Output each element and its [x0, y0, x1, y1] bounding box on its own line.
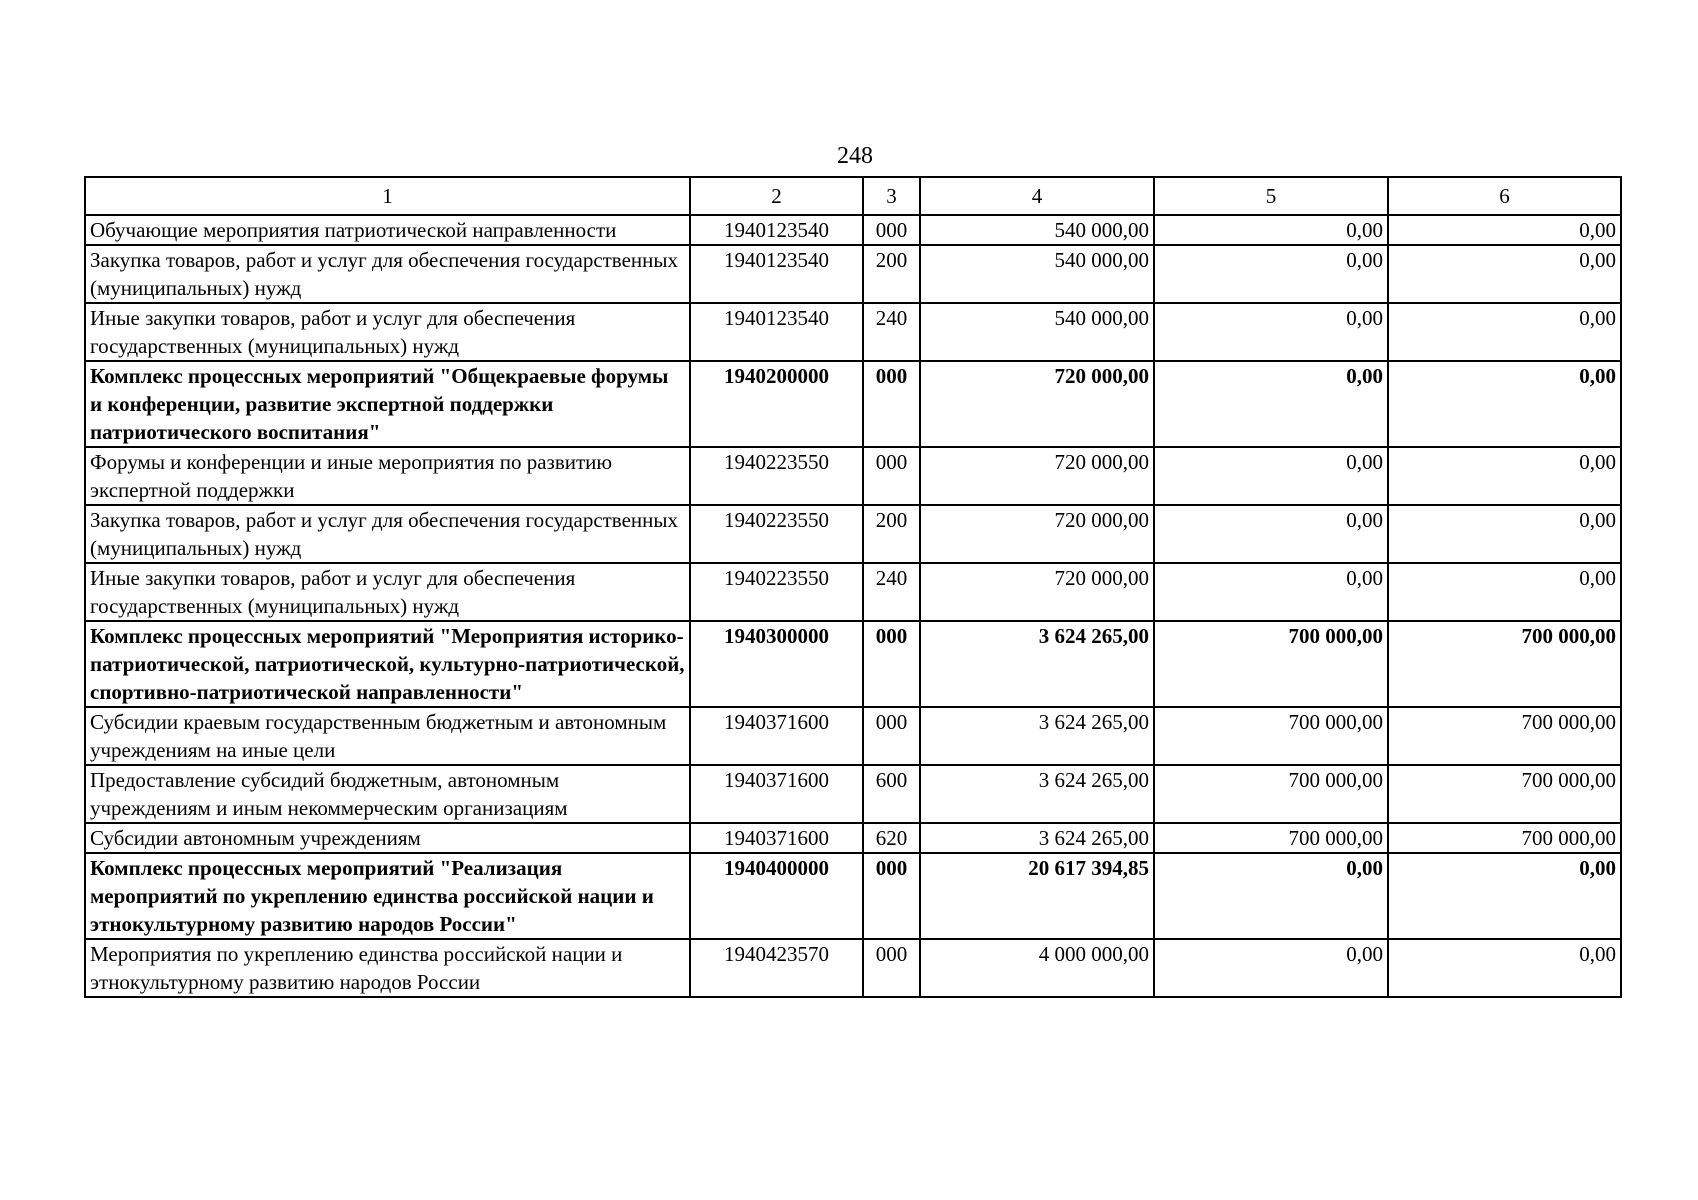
row-amount-col-6: 700 000,00: [1388, 707, 1621, 765]
row-amount-col-4: 540 000,00: [920, 215, 1154, 245]
row-amount-col-6: 0,00: [1388, 361, 1621, 447]
table-row: [85, 823, 1621, 853]
row-target-code: 1940371600: [690, 823, 863, 853]
row-amount-col-5: 0,00: [1154, 303, 1388, 361]
row-amount-col-6: 0,00: [1388, 215, 1621, 245]
table-row: [85, 303, 1621, 361]
row-target-code: 1940223550: [690, 447, 863, 505]
table-row: [85, 245, 1621, 303]
table-row: [85, 621, 1621, 707]
row-name: Форумы и конференции и иные мероприятия по развитию экспертной поддержки: [85, 447, 690, 505]
row-name: Комплекс процессных мероприятий "Реализация мероприятий по укреплению единства российской нации и этнокультурному развитию народов России": [85, 853, 690, 939]
row-expense-type: 000: [863, 361, 920, 447]
row-amount-col-5: 0,00: [1154, 505, 1388, 563]
row-target-code: 1940423570: [690, 939, 863, 997]
row-amount-col-4: 3 624 265,00: [920, 707, 1154, 765]
row-name: Мероприятия по укреплению единства российской нации и этнокультурному развитию народов России: [85, 939, 690, 997]
page-number: 248: [837, 143, 873, 169]
row-expense-type: 200: [863, 505, 920, 563]
row-name: Субсидии краевым государственным бюджетным и автономным учреждениям на иные цели: [85, 707, 690, 765]
row-amount-col-6: 0,00: [1388, 303, 1621, 361]
row-amount-col-6: 0,00: [1388, 245, 1621, 303]
header-col-6: 6: [1388, 177, 1621, 215]
table-row: [85, 853, 1621, 939]
table-row: [85, 563, 1621, 621]
row-expense-type: 600: [863, 765, 920, 823]
budget-table: [84, 176, 1622, 998]
row-expense-type: 200: [863, 245, 920, 303]
row-name: Закупка товаров, работ и услуг для обеспечения государственных (муниципальных) нужд: [85, 245, 690, 303]
row-target-code: 1940123540: [690, 303, 863, 361]
row-amount-col-5: 700 000,00: [1154, 765, 1388, 823]
table-row: [85, 505, 1621, 563]
row-amount-col-5: 0,00: [1154, 215, 1388, 245]
row-amount-col-5: 700 000,00: [1154, 707, 1388, 765]
row-amount-col-6: 0,00: [1388, 563, 1621, 621]
row-amount-col-4: 540 000,00: [920, 303, 1154, 361]
table-row: [85, 361, 1621, 447]
row-amount-col-6: 700 000,00: [1388, 621, 1621, 707]
row-amount-col-5: 700 000,00: [1154, 823, 1388, 853]
row-target-code: 1940371600: [690, 765, 863, 823]
row-target-code: 1940200000: [690, 361, 863, 447]
row-expense-type: 000: [863, 621, 920, 707]
table-row: [85, 765, 1621, 823]
row-amount-col-4: 720 000,00: [920, 361, 1154, 447]
row-expense-type: 240: [863, 303, 920, 361]
table-row: [85, 939, 1621, 997]
table-row: [85, 447, 1621, 505]
header-row: [85, 177, 1621, 215]
row-amount-col-5: 0,00: [1154, 245, 1388, 303]
row-amount-col-4: 20 617 394,85: [920, 853, 1154, 939]
row-amount-col-5: 0,00: [1154, 563, 1388, 621]
row-expense-type: 000: [863, 853, 920, 939]
row-target-code: 1940223550: [690, 505, 863, 563]
row-amount-col-5: 0,00: [1154, 447, 1388, 505]
row-amount-col-5: 0,00: [1154, 939, 1388, 997]
row-amount-col-4: 3 624 265,00: [920, 765, 1154, 823]
row-amount-col-4: 3 624 265,00: [920, 621, 1154, 707]
row-name: Комплекс процессных мероприятий "Общекраевые форумы и конференции, развитие экспертной поддержки патриотического воспитания": [85, 361, 690, 447]
row-target-code: 1940400000: [690, 853, 863, 939]
row-expense-type: 620: [863, 823, 920, 853]
row-target-code: 1940300000: [690, 621, 863, 707]
row-name: Иные закупки товаров, работ и услуг для обеспечения государственных (муниципальных) нужд: [85, 303, 690, 361]
row-name: Комплекс процессных мероприятий "Мероприятия историко-патриотической, патриотической, культурно-патриотической, спортивно-патриотической направленности": [85, 621, 690, 707]
row-amount-col-6: 0,00: [1388, 939, 1621, 997]
table-row: [85, 707, 1621, 765]
row-amount-col-4: 720 000,00: [920, 563, 1154, 621]
row-target-code: 1940223550: [690, 563, 863, 621]
row-expense-type: 240: [863, 563, 920, 621]
row-expense-type: 000: [863, 939, 920, 997]
row-target-code: 1940123540: [690, 215, 863, 245]
row-amount-col-4: 3 624 265,00: [920, 823, 1154, 853]
row-expense-type: 000: [863, 215, 920, 245]
row-expense-type: 000: [863, 707, 920, 765]
row-amount-col-4: 720 000,00: [920, 505, 1154, 563]
row-name: Иные закупки товаров, работ и услуг для обеспечения государственных (муниципальных) нужд: [85, 563, 690, 621]
row-amount-col-6: 0,00: [1388, 447, 1621, 505]
row-target-code: 1940371600: [690, 707, 863, 765]
row-target-code: 1940123540: [690, 245, 863, 303]
row-name: Закупка товаров, работ и услуг для обеспечения государственных (муниципальных) нужд: [85, 505, 690, 563]
row-amount-col-5: 0,00: [1154, 361, 1388, 447]
row-amount-col-4: 720 000,00: [920, 447, 1154, 505]
row-amount-col-6: 0,00: [1388, 505, 1621, 563]
header-col-2: 2: [690, 177, 863, 215]
header-col-1: 1: [85, 177, 690, 215]
row-amount-col-6: 700 000,00: [1388, 765, 1621, 823]
row-amount-col-5: 0,00: [1154, 853, 1388, 939]
row-amount-col-6: 700 000,00: [1388, 823, 1621, 853]
row-amount-col-4: 4 000 000,00: [920, 939, 1154, 997]
header-col-3: 3: [863, 177, 920, 215]
table-row: [85, 215, 1621, 245]
row-amount-col-6: 0,00: [1388, 853, 1621, 939]
header-col-4: 4: [920, 177, 1154, 215]
row-name: Предоставление субсидий бюджетным, автономным учреждениям и иным некоммерческим организациям: [85, 765, 690, 823]
row-name: Субсидии автономным учреждениям: [85, 823, 690, 853]
row-amount-col-5: 700 000,00: [1154, 621, 1388, 707]
row-expense-type: 000: [863, 447, 920, 505]
header-col-5: 5: [1154, 177, 1388, 215]
row-name: Обучающие мероприятия патриотической направленности: [85, 215, 690, 245]
row-amount-col-4: 540 000,00: [920, 245, 1154, 303]
